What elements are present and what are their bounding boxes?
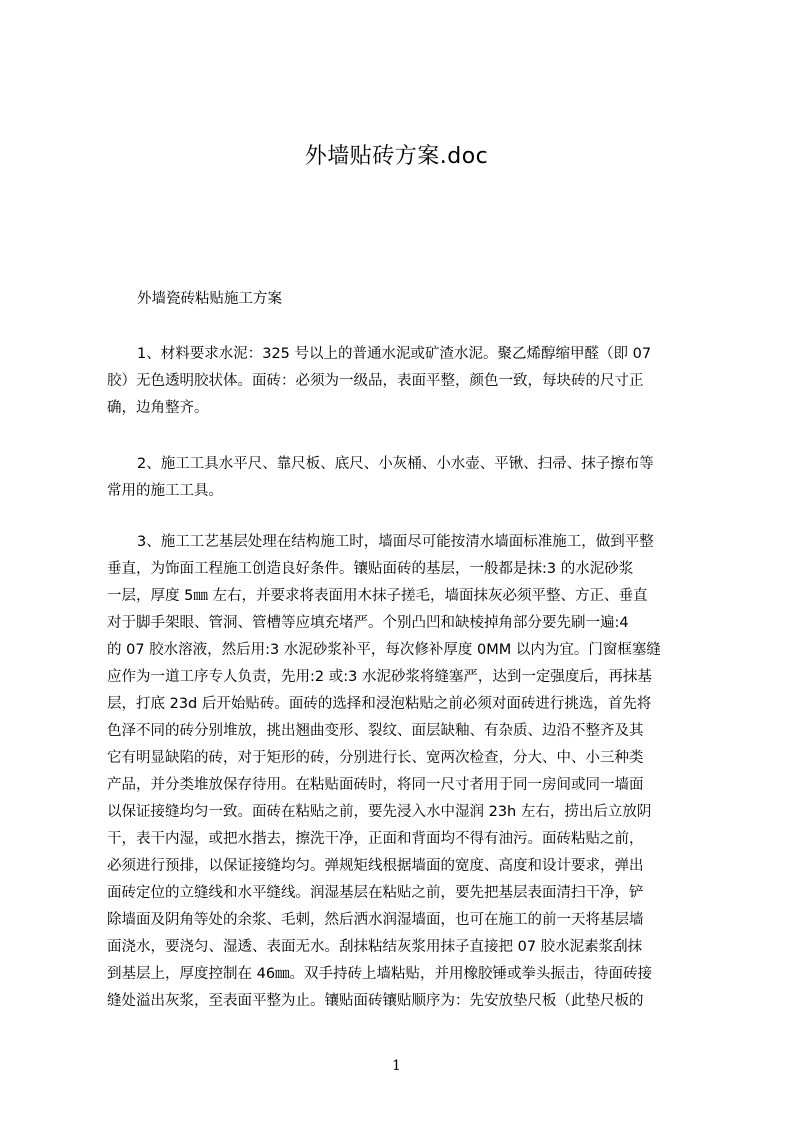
- paragraph-line: 色泽不同的砖分别堆放，挑出翘曲变形、裂纹、面层缺釉、有杂质、边沿不整齐及其: [107, 723, 644, 739]
- paragraph-line: 以保证接缝均匀一致。面砖在粘贴之前，要先浸入水中湿润 23h 左右，捞出后立放阴: [107, 804, 652, 820]
- paragraph-line: 确，边角整齐。: [107, 400, 209, 416]
- paragraph-line: 产品，并分类堆放保存待用。在粘贴面砖时，将同一尺寸者用于同一房间或同一墙面: [107, 777, 644, 793]
- paragraph-line: 应作为一道工序专人负责，先用:2 或:3 水泥砂浆将缝塞严，达到一定强度后，再抹基: [107, 669, 652, 685]
- paragraph-line: 一层，厚度 5㎜ 左右，并要求将表面用木抹子搓毛，墙面抹灰必须平整、方正、垂直: [107, 588, 648, 604]
- paragraph-line: 常用的施工工具。: [107, 483, 223, 499]
- paragraph-line: 它有明显缺陷的砖，对于矩形的砖，分别进行长、宽两次检查，分大、中、小三种类: [107, 750, 644, 766]
- paragraph-line: 干，表干内湿，或把水揩去，擦洗干净，正面和背面均不得有油污。面砖粘贴之前，: [107, 831, 644, 847]
- paragraph-process: [107, 529, 709, 1015]
- paragraph-line: 层，打底 23d 后开始贴砖。面砖的选择和浸泡粘贴之前必须对面砖进行挑选，首先将: [107, 696, 652, 712]
- paragraph-line: 3、施工工艺基层处理在结构施工时，墙面尽可能按清水墙面标准施工，做到平整: [137, 534, 654, 550]
- paragraph-line: 胶）无色透明胶状体。面砖：必须为一级品，表面平整，颜色一致，每块砖的尺寸正: [107, 373, 644, 389]
- paragraph-materials: [107, 341, 709, 422]
- paragraph-line: 缝处溢出灰浆，至表面平整为止。镶贴面砖镶贴顺序为：先安放垫尺板（此垫尺板的: [107, 993, 644, 1009]
- paragraph-line: 到基层上，厚度控制在 46㎜。双手持砖上墙粘贴，并用橡胶锤或拳头振击，待面砖接: [107, 966, 653, 982]
- paragraph-tools: [107, 451, 709, 505]
- paragraph-line: 面砖定位的立缝线和水平缝线。润湿基层在粘贴之前，要先把基层表面清扫干净，铲: [107, 885, 644, 901]
- paragraph-line: 2、施工工具水平尺、靠尺板、底尺、小灰桶、小水壶、平锹、扫帚、抹子擦布等: [137, 456, 654, 472]
- document-subtitle: 外墙瓷砖粘贴施工方案: [137, 291, 282, 307]
- paragraph-line: 对于脚手架眼、管洞、管槽等应填充堵严。个别凸凹和缺棱掉角部分要先刷一遍:4: [107, 615, 629, 631]
- page-number: 1: [392, 1058, 401, 1074]
- document-title: 外墙贴砖方案.doc: [304, 144, 489, 169]
- paragraph-line: 1、材料要求水泥：325 号以上的普通水泥或矿渣水泥。聚乙烯醇缩甲醛（即 07: [137, 346, 652, 362]
- paragraph-line: 垂直，为饰面工程施工创造良好条件。镶贴面砖的基层，一般都是抹:3 的水泥砂浆: [107, 561, 634, 577]
- paragraph-line: 的 07 胶水溶液，然后用:3 水泥砂浆补平，每次修补厚度 0MM 以内为宜。门窗框塞缝: [107, 642, 661, 658]
- paragraph-line: 除墙面及阴角等处的余浆、毛刺，然后洒水润湿墙面，也可在施工的前一天将基层墙: [107, 912, 644, 928]
- paragraph-line: 必须进行预排，以保证接缝均匀。弹规矩线根据墙面的宽度、高度和设计要求，弹出: [107, 858, 644, 874]
- paragraph-line: 面浇水，要浇匀、湿透、表面无水。刮抹粘结灰浆用抹子直接把 07 胶水泥素浆刮抹: [107, 939, 643, 955]
